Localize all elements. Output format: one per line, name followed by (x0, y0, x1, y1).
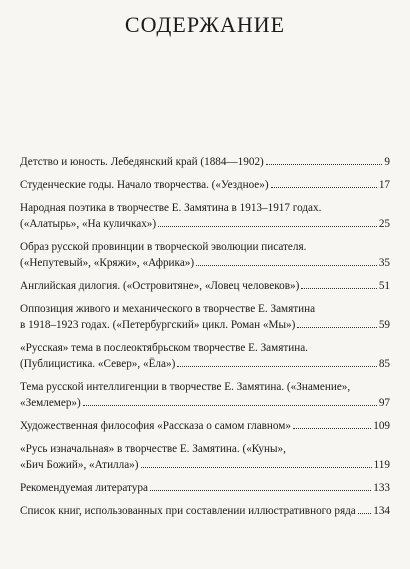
toc-entry-title: «Землемер») (20, 397, 81, 409)
toc-page-number: 17 (378, 179, 390, 191)
toc-entry (20, 200, 390, 232)
toc-entry-title: Английская дилогия. («Островитяне», «Ловец человеков») (20, 280, 300, 292)
toc-page-number: 109 (373, 420, 390, 432)
toc-page-number: 35 (378, 257, 390, 269)
toc-entry-line (20, 457, 390, 473)
toc-entry-title: в 1918–1923 годах. («Петербургский» цикл. Роман «Мы») (20, 319, 296, 331)
toc-entry (20, 177, 390, 193)
toc-entry-title: Список книг, использованных при составлении иллюстративного ряда (20, 505, 356, 517)
toc-entry-line (20, 301, 390, 317)
dot-leader (293, 428, 371, 429)
toc-entry (20, 278, 390, 294)
toc-entry-line (20, 239, 390, 255)
toc-entry-line (20, 395, 390, 411)
toc-entry-title: («Алатырь», «На куличках») (20, 218, 157, 230)
dot-leader (271, 187, 377, 188)
dot-leader (83, 405, 377, 406)
toc-entry-title: Оппозиция живого и механического в творчестве Е. Замятина (20, 303, 316, 315)
toc-entry (20, 301, 390, 333)
toc-entry-title: Рекомендуемая литература (20, 482, 148, 494)
dot-leader (266, 164, 383, 165)
toc-entry (20, 340, 390, 372)
toc-page-number: 51 (378, 280, 390, 292)
toc-entry-line (20, 503, 390, 519)
toc-page-number: 9 (384, 156, 390, 168)
toc-page-number: 59 (378, 319, 390, 331)
dot-leader (150, 490, 371, 491)
toc-entry-line (20, 441, 390, 457)
toc-entry-line (20, 255, 390, 271)
toc-entry-title: «Бич Божий», «Атилла») (20, 459, 139, 471)
toc-page-number: 133 (373, 482, 390, 494)
toc-entry (20, 503, 390, 519)
toc-entry-title: Художественная философия «Рассказа о самом главном» (20, 420, 291, 432)
dot-leader (158, 226, 377, 227)
toc-entry (20, 418, 390, 434)
toc-entry-line (20, 480, 390, 496)
toc-entry (20, 379, 390, 411)
toc-entry (20, 480, 390, 496)
dot-leader (301, 288, 377, 289)
dot-leader (141, 467, 372, 468)
toc-entry (20, 154, 390, 170)
page-title: СОДЕРЖАНИЕ (124, 12, 286, 37)
dot-leader (196, 265, 377, 266)
toc-page-number: 119 (373, 459, 390, 471)
toc-entry-line (20, 379, 390, 395)
toc-page-number: 85 (378, 358, 390, 370)
toc-entry-line (20, 216, 390, 232)
toc-entry-line (20, 340, 390, 356)
toc-entry-line (20, 177, 390, 193)
toc-entry-title: Образ русской провинции в творческой эволюции писателя. (20, 241, 307, 253)
toc-entry-title: Народная поэтика в творчестве Е. Замятина в 1913–1917 годах. (20, 202, 322, 214)
toc-entry (20, 441, 390, 473)
toc-page-number: 97 (378, 397, 390, 409)
dot-leader (177, 366, 377, 367)
toc-page-number: 25 (378, 218, 390, 230)
toc-entry-title: Тема русской интеллигенции в творчестве Е. Замятина. («Знамение», (20, 381, 351, 393)
toc-entry-line (20, 356, 390, 372)
toc-entry-title: Студенческие годы. Начало творчества. («Уездное») (20, 179, 269, 191)
dot-leader (297, 327, 377, 328)
toc-entry (20, 239, 390, 271)
toc-entry-line (20, 278, 390, 294)
toc-entry-line (20, 154, 390, 170)
toc-entry-title: «Русская» тема в послеоктябрьском творчестве Е. Замятина. (20, 342, 308, 354)
toc-entry-line (20, 200, 390, 216)
toc-entry-title: (Публицистика. «Север», «Ёла») (20, 358, 176, 370)
dot-leader (358, 513, 371, 514)
toc-page-number: 134 (373, 505, 390, 517)
toc-entry-title: («Непутевый», «Кряжи», «Африка») (20, 257, 195, 269)
toc-entry-title: Детство и юность. Лебедянский край (1884—1902) (20, 156, 264, 168)
table-of-contents (20, 154, 390, 526)
toc-entry-line (20, 317, 390, 333)
toc-entry-line (20, 418, 390, 434)
toc-entry-title: «Русь изначальная» в творчестве Е. Замятина. («Куны», (20, 443, 286, 455)
